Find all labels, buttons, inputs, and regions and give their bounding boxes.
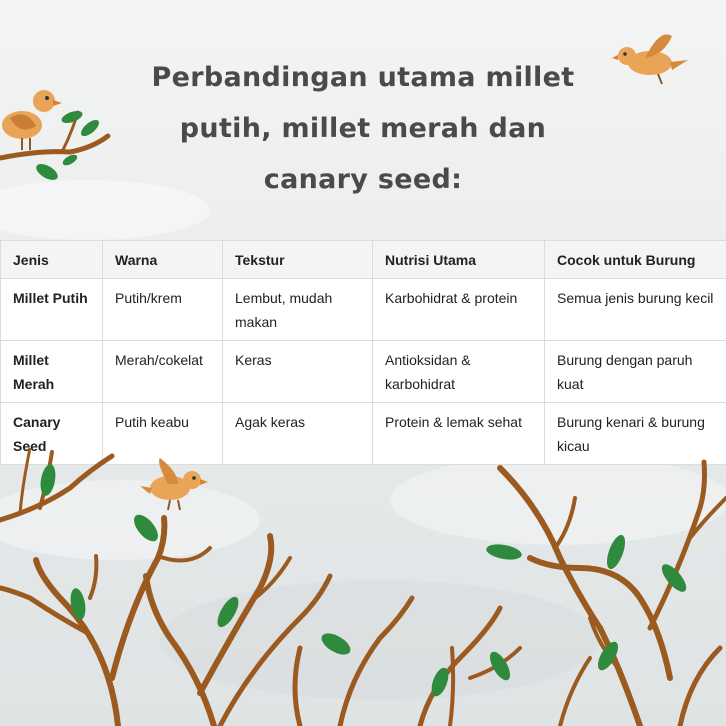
- table-cell: Putih keabu: [103, 403, 223, 465]
- table-cell: Karbohidrat & protein: [373, 279, 545, 341]
- table-cell: Antioksidan & karbohidrat: [373, 341, 545, 403]
- table-cell: Agak keras: [223, 403, 373, 465]
- table-cell: Millet Putih: [1, 279, 103, 341]
- title-line-1: Perbandingan utama millet: [151, 62, 575, 93]
- table-cell: Putih/krem: [103, 279, 223, 341]
- header-warna: Warna: [103, 241, 223, 279]
- header-cocok: Cocok untuk Burung: [545, 241, 726, 279]
- header-tekstur: Tekstur: [223, 241, 373, 279]
- header-nutrisi: Nutrisi Utama: [373, 241, 545, 279]
- table-cell: Canary Seed: [1, 403, 103, 465]
- title-line-2: putih, millet merah dan: [179, 113, 547, 144]
- table-cell: Burung dengan paruh kuat: [545, 341, 726, 403]
- table-cell: Lembut, mudah makan: [223, 279, 373, 341]
- table-row: [1, 279, 726, 341]
- table-cell: Semua jenis burung kecil: [545, 279, 726, 341]
- table-cell: Merah/cokelat: [103, 341, 223, 403]
- table-cell: Protein & lemak sehat: [373, 403, 545, 465]
- header-jenis: Jenis: [1, 241, 103, 279]
- table-row: [1, 403, 726, 465]
- table-cell: Burung kenari & burung kicau: [545, 403, 726, 465]
- table-row: [1, 341, 726, 403]
- table-cell: Millet Merah: [1, 341, 103, 403]
- title-line-3: canary seed:: [263, 164, 463, 195]
- table-cell: Keras: [223, 341, 373, 403]
- table-header-row: [1, 241, 726, 279]
- comparison-table: [0, 240, 726, 465]
- page-title: [0, 52, 726, 205]
